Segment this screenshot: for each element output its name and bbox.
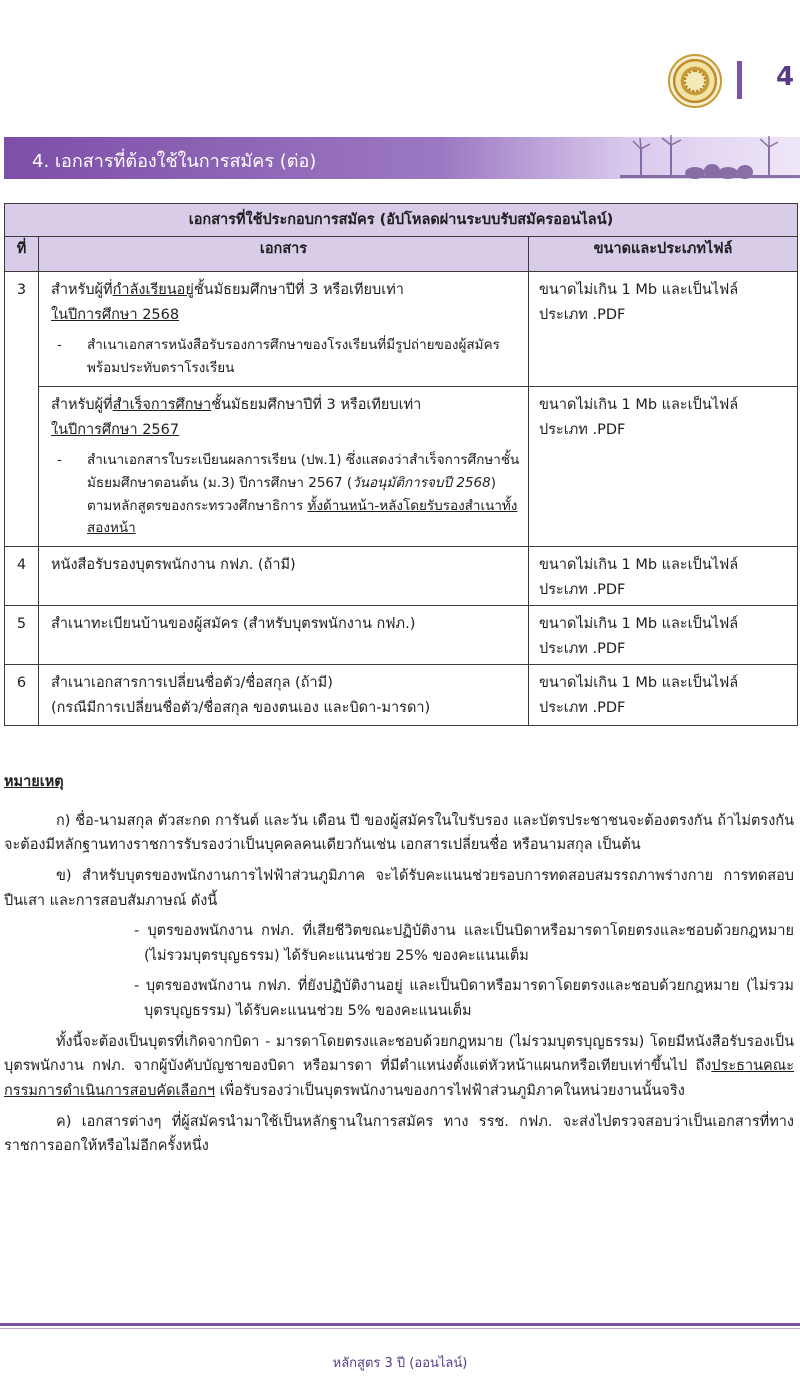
spec-line: ขนาดไม่เกิน 1 Mb และเป็นไฟล์ [539,396,739,413]
row-doc [39,272,529,387]
table-row [5,272,798,387]
header-divider [737,61,742,99]
row-doc [39,665,529,726]
note-b-item: - บุตรของพนักงาน กฟภ. ที่ยังปฏิบัติงานอยู่ และเป็นบิดาหรือมารดาโดยตรงและชอบด้วยกฎหมาย (ไม่รวมบุตรบุญธรรม) ได้รับคะแนนช่วย 5% ของคะแนนเต็ม [134,978,794,1020]
doc-underlined: สำเร็จการศึกษา [112,396,212,413]
row-number: 3 [5,272,39,547]
pea-logo [668,54,722,108]
doc-text: ชั้นมัธยมศึกษาปีที่ 3 หรือเทียบเท่า [211,396,422,413]
table-row [5,386,798,547]
doc-bullet: - สำเนาเอกสารหนังสือรับรองการศึกษาของโรงเรียนที่มีรูปถ่ายของผู้สมัครพร้อมประทับตราโรงเรียน [57,334,520,380]
notes-section [4,770,794,1159]
doc-text: สำหรับผู้ที่ [51,396,113,413]
spec-line: ประเภท .PDF [539,641,626,658]
row-number: 5 [5,606,39,665]
row-number: 6 [5,665,39,726]
row-doc [39,386,529,547]
doc-underlined: กำลังเรียนอยู่ [112,282,194,298]
table-caption: เอกสารที่ใช้ประกอบการสมัคร (อัปโหลดผ่านระบบรับสมัครออนไลน์) [5,204,798,237]
doc-text: (กรณีมีการเปลี่ยนชื่อตัว/ชื่อสกุล ของตนเอง และบิดา-มารดา) [51,700,431,717]
table-row [5,547,798,606]
footer-rule-thin [0,1328,800,1329]
row-spec [529,272,798,387]
spec-line: ขนาดไม่เกิน 1 Mb และเป็นไฟล์ [539,675,739,692]
note-b-item: - บุตรของพนักงาน กฟภ. ที่เสียชีวิตขณะปฏิบัติงาน และเป็นบิดาหรือมารดาโดยตรงและชอบด้วยกฎหมาย (ไม่รวมบุตรบุญธรรม) ได้รับคะแนนช่วย 25% ของคะแนนเต็ม [134,923,794,964]
row-spec [529,606,798,665]
wind-turbine-silhouette-icon [600,135,800,181]
row-doc: สำเนาทะเบียนบ้านของผู้สมัคร (สำหรับบุตรพนักงาน กฟภ.) [39,606,529,665]
note-b: ข) สำหรับบุตรของพนักงานการไฟฟ้าส่วนภูมิภาค จะได้รับคะแนนช่วยรอบการทดสอบสมรรถภาพร่างกาย การทดสอบปืนเสา และการสอบสัมภาษณ์ ดังนี้ [4,867,794,909]
doc-bullet: - สำเนาเอกสารใบระเบียนผลการเรียน (ปพ.1) ซึ่งแสดงว่าสำเร็จการศึกษาชั้นมัธยมศึกษาตอนต้น (ม.3) ปีการศึกษา 2567 (วันอนุมัติการจบปี 2568) ตามหลักสูตรของกระทรวงศึกษาธิการ ทั้งด้านหน้า-หลังโดยรับรองสำเนาทั้งสองหน้า [57,449,520,541]
doc-year: ในปีการศึกษา 2567 [51,421,180,438]
doc-year: ในปีการศึกษา 2568 [51,306,180,323]
bullet-text: สำเนาเอกสารใบระเบียนผลการเรียน (ปพ.1) ซึ่งแสดงว่าสำเร็จการศึกษาชั้นมัธยมศึกษาตอนต้น (ม.3) ปีการศึกษา 2567 (วันอนุมัติการจบปี 2568) ตามหลักสูตรของกระทรวงศึกษาธิการ ทั้งด้านหน้า-หลังโดยรับรองสำเนาทั้งสองหน้า [87,451,520,537]
spec-line: ขนาดไม่เกิน 1 Mb และเป็นไฟล์ [539,616,739,633]
footer-rule [0,1323,800,1326]
spec-line: ประเภท .PDF [539,306,626,323]
row-spec [529,386,798,547]
doc-text: ชั้นมัธยมศึกษาปีที่ 3 หรือเทียบเท่า [193,282,404,298]
note-condition: ทั้งนี้จะต้องเป็นบุตรที่เกิดจากบิดา - มารดาโดยตรงและชอบด้วยกฎหมาย (ไม่รวมบุตรบุญธรรม) โดยมีหนังสือรับรองเป็นบุตรพนักงาน กฟภ. จากผู้บังคับบัญชาของบิดา หรือมารดา ที่มีตำแหน่งตั้งแต่หัวหน้าแผนกหรือเทียบเท่าขึ้นไป ถึงประธานคณะกรรมการดำเนินการสอบคัดเลือกฯ เพื่อรับรองว่าเป็นบุตรพนักงานของการไฟฟ้าส่วนภูมิภาคในหน่วยงานนั้นจริง [4,1033,794,1100]
note-c: ค) เอกสารต่างๆ ที่ผู้สมัครนำมาใช้เป็นหลักฐานในการสมัคร ทาง รรช. กฟภ. จะส่งไปตรวจสอบว่าเป็นเอกสารที่ทางราชการออกให้หรือไม่อีกครั้งหนึ่ง [4,1113,794,1155]
col-header-no: ที่ [5,237,39,272]
spec-line: ขนาดไม่เกิน 1 Mb และเป็นไฟล์ [539,557,739,574]
col-header-doc: เอกสาร [39,237,529,272]
row-spec [529,547,798,606]
page-number: 4 [776,62,795,92]
spec-line: ประเภท .PDF [539,700,626,717]
row-number: 4 [5,547,39,606]
section-title: 4. เอกสารที่ต้องใช้ในการสมัคร (ต่อ) [32,151,317,172]
notes-title: หมายเหตุ [4,774,64,790]
documents-table [4,203,798,726]
col-header-spec: ขนาดและประเภทไฟล์ [529,237,798,272]
row-doc: หนังสือรับรองบุตรพนักงาน กฟภ. (ถ้ามี) [39,547,529,606]
table-row [5,606,798,665]
table-row [5,665,798,726]
spec-line: ขนาดไม่เกิน 1 Mb และเป็นไฟล์ [539,282,739,298]
doc-text: สำหรับผู้ที่ [51,282,113,298]
note-a: ก) ชื่อ-นามสกุล ตัวสะกด การันต์ และวัน เดือน ปี ของผู้สมัครในใบรับรอง และบัตรประชาชนจะต้องตรงกัน ถ้าไม่ตรงกันจะต้องมีหลักฐานทางราชการรับรองว่าเป็นบุคคลคนเดียวกันเช่น เอกสารเปลี่ยนชื่อ หรือนามสกุล เป็นต้น [4,812,794,854]
row-spec [529,665,798,726]
spec-line: ประเภท .PDF [539,582,626,599]
footer-text: หลักสูตร 3 ปี (ออนไลน์) [332,1356,468,1371]
spec-line: ประเภท .PDF [539,421,626,438]
bullet-text: สำเนาเอกสารหนังสือรับรองการศึกษาของโรงเรียนที่มีรูปถ่ายของผู้สมัครพร้อมประทับตราโรงเรียน [87,336,500,376]
doc-text: สำเนาเอกสารการเปลี่ยนชื่อตัว/ชื่อสกุล (ถ้ามี) [51,675,333,692]
